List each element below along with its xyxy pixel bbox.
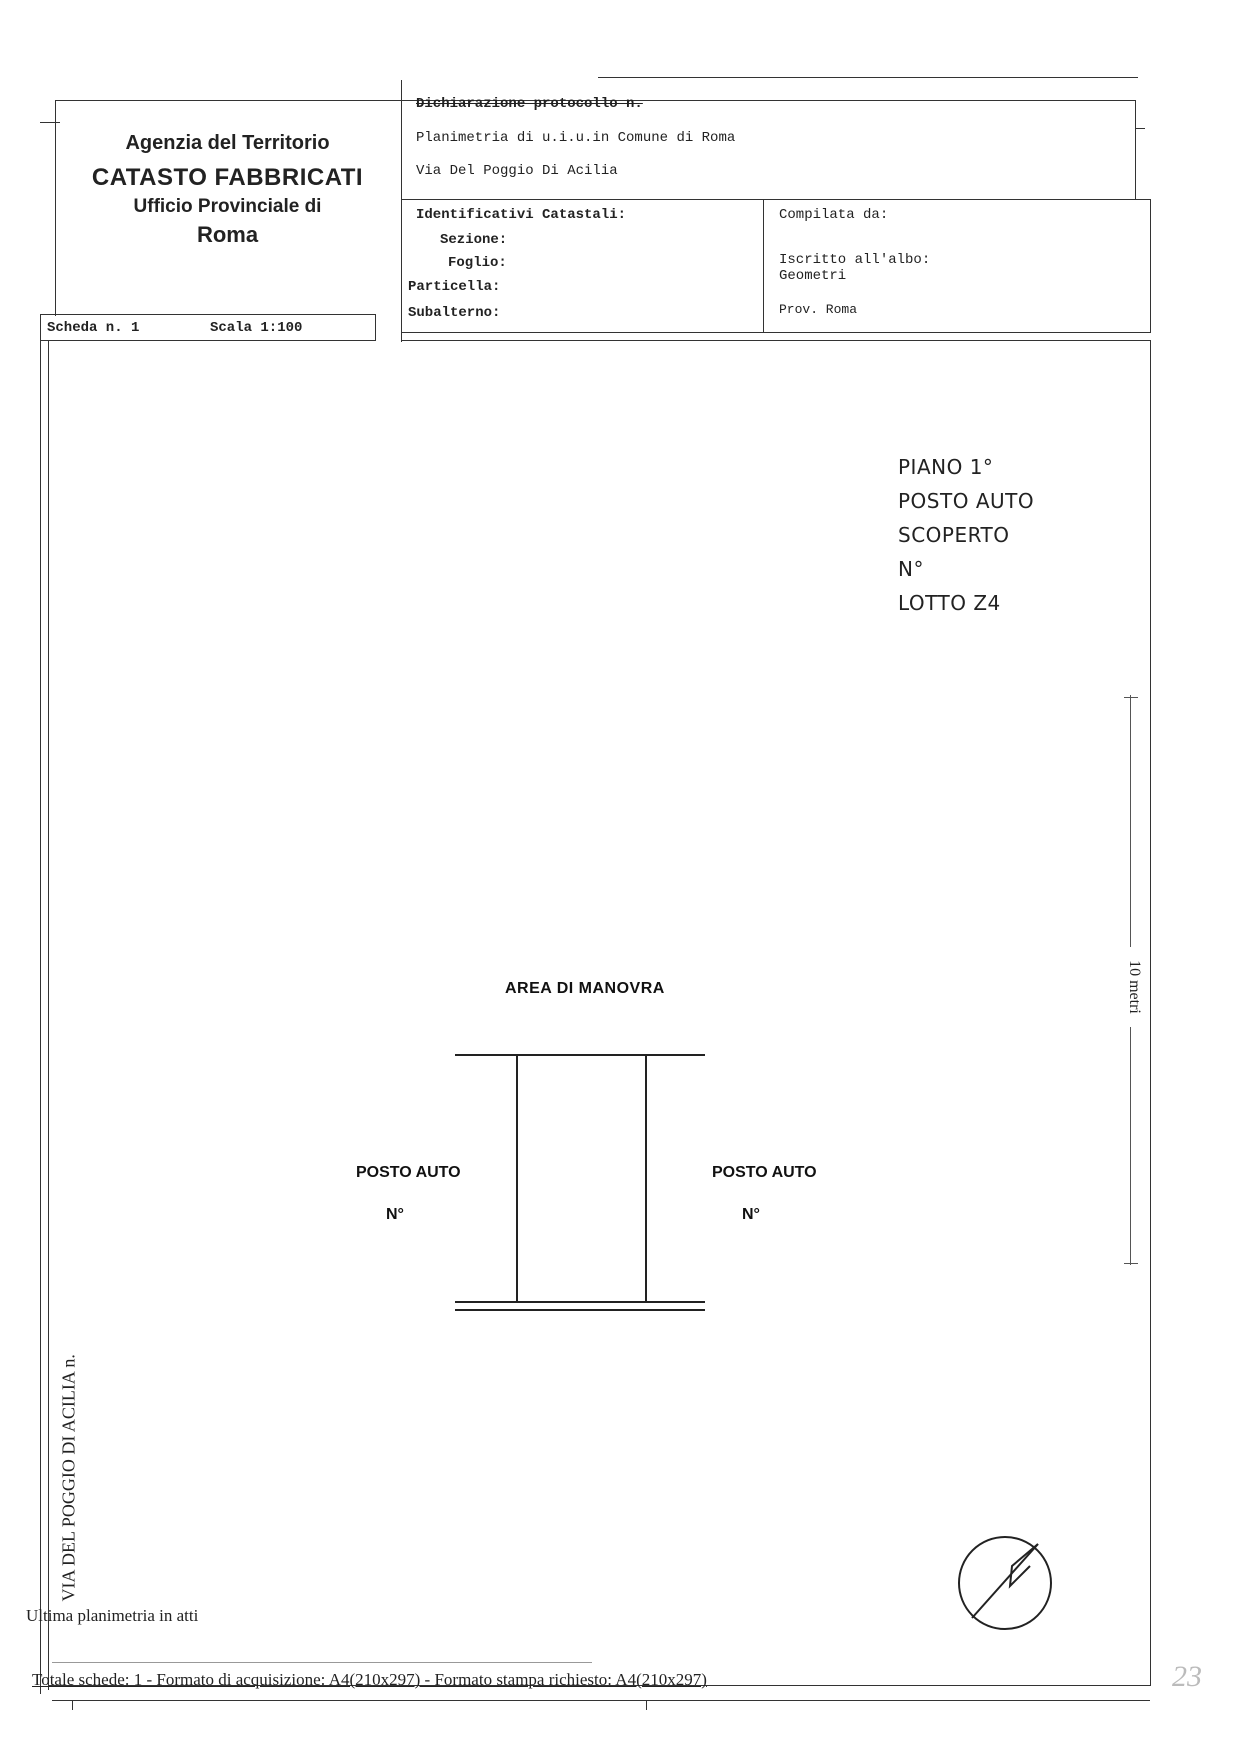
bottom-tick-mid — [646, 1700, 647, 1710]
identifiers-divider — [763, 199, 764, 332]
footer-separator — [52, 1662, 592, 1663]
totals-line: Totale schede: 1 - Formato di acquisizione: A4(210x297) - Formato stampa richiesto: A4(210x297) — [32, 1670, 707, 1689]
agency-name: Agenzia del Territorio — [125, 132, 330, 154]
top-edge-line — [598, 77, 1138, 78]
drawing-left-outer — [40, 314, 41, 1694]
parking-uncovered-line: SCOPERTO — [898, 523, 1010, 547]
street-label: VIA DEL POGGIO DI ACILIA n. — [58, 1354, 79, 1602]
header-bottom-border — [401, 332, 1151, 333]
identifiers-title: Identificativi Catastali: — [416, 207, 627, 223]
sheet-box-top — [40, 314, 375, 315]
registered-profession: Geometri — [779, 268, 847, 284]
last-plan-note: Ultima planimetria in atti — [26, 1606, 199, 1625]
particella-label: Particella: — [408, 279, 501, 295]
page-bottom-border — [52, 1700, 1150, 1701]
sheet-box-bottom — [40, 340, 375, 341]
scale-bar-tick-bottom — [1124, 1263, 1138, 1264]
drawing-left-inner — [48, 340, 49, 1690]
header-left-tick — [40, 122, 60, 123]
right-parking-number: N° — [742, 1206, 760, 1223]
north-arrow-icon — [950, 1528, 1060, 1638]
bottom-tick-left — [72, 1700, 73, 1710]
scale-bar-label: 10 metri — [1125, 947, 1143, 1027]
header-right-tick — [1135, 128, 1145, 129]
office-city: Roma — [196, 222, 259, 247]
header-mid-border — [401, 199, 1151, 200]
scale-bar-tick-top — [1124, 697, 1138, 698]
left-parking-label: POSTO AUTO — [356, 1164, 461, 1181]
plan-title: Planimetria di u.i.u.in Comune di Roma — [416, 130, 736, 146]
drawing-right-border — [1150, 340, 1151, 1685]
plan-address: Via Del Poggio Di Acilia — [416, 163, 618, 179]
sheet-number: Scheda n. 1 — [47, 320, 140, 336]
provincial-office: Ufficio Provinciale di — [133, 196, 322, 217]
handwritten-page-number: 23 — [1172, 1660, 1202, 1693]
drawing-top-border — [401, 340, 1151, 341]
floor-info — [898, 450, 1034, 620]
declaration-protocol: Dichiarazione protocollo n. — [416, 96, 643, 112]
lot-line: LOTTO Z4 — [898, 591, 1001, 615]
header-lower-right-border — [1150, 199, 1151, 333]
maneuver-area-label: AREA DI MANOVRA — [505, 980, 665, 997]
header-vertical-divider — [401, 80, 402, 342]
parking-number-line: N° — [898, 557, 924, 581]
registered-register: Iscritto all'albo: — [779, 252, 931, 268]
subalterno-label: Subalterno: — [408, 305, 501, 321]
province: Prov. Roma — [779, 302, 858, 317]
compiled-by: Compilata da: — [779, 207, 889, 223]
scale: Scala 1:100 — [210, 320, 303, 336]
sezione-label: Sezione: — [440, 232, 508, 248]
right-parking-label: POSTO AUTO — [712, 1164, 817, 1181]
parking-type-line: POSTO AUTO — [898, 489, 1035, 513]
parking-spot-drawing — [440, 1040, 720, 1320]
header-right-border — [1135, 100, 1136, 200]
sheet-box-right — [375, 314, 376, 341]
cadastre-title: CATASTO FABBRICATI — [91, 164, 364, 191]
floor-line: PIANO 1° — [898, 455, 994, 479]
left-parking-number: N° — [386, 1206, 404, 1223]
foglio-label: Foglio: — [448, 255, 507, 271]
